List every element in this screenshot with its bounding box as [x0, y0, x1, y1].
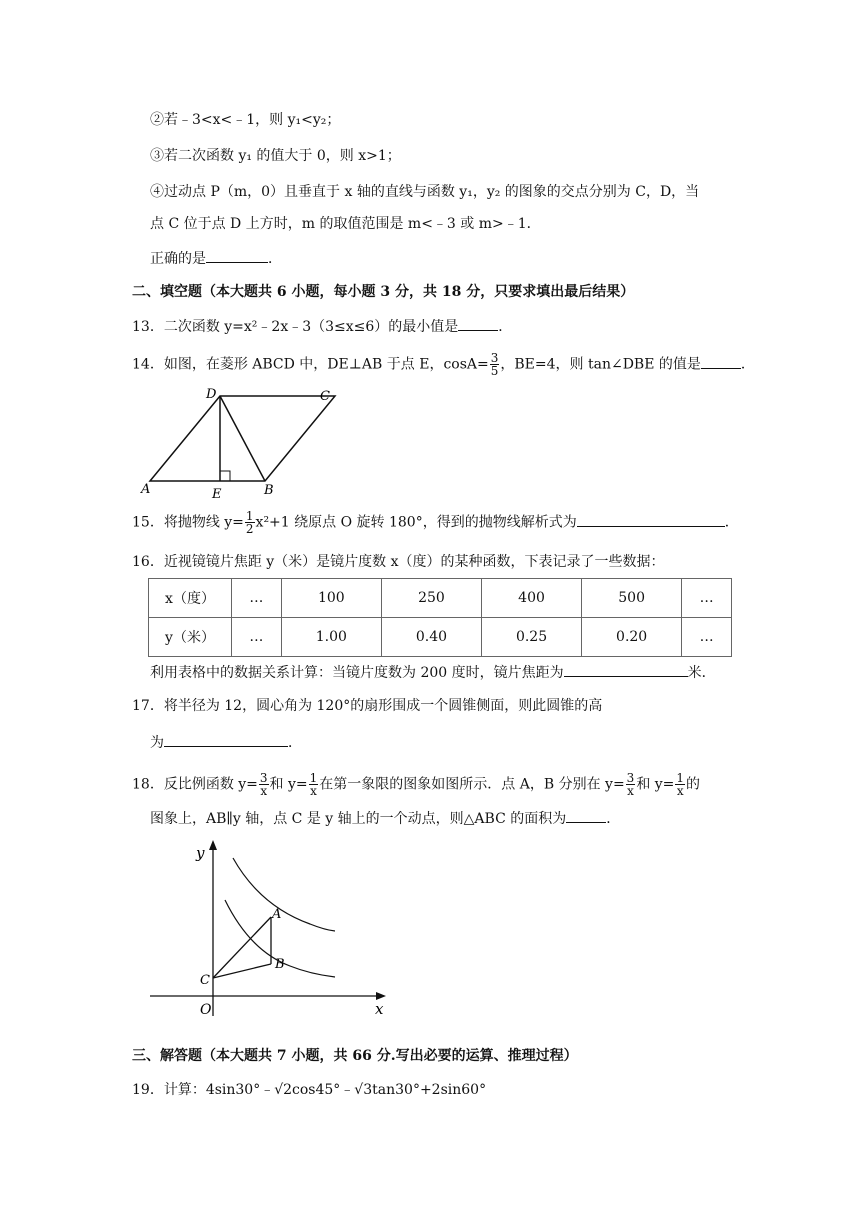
- label-x: x: [375, 1000, 384, 1018]
- right-angle-mark: [220, 471, 230, 481]
- question-16-prompt-text: 利用表格中的数据关系计算：当镜片度数为 200 度时，镜片焦距为: [150, 665, 564, 681]
- question-15-text-b: x²+1 绕原点 O 旋转 180°，得到的抛物线解析式为: [255, 514, 577, 531]
- question-17-end: ．: [288, 735, 302, 751]
- question-13-end: ．: [498, 319, 513, 335]
- fraction-denominator: x: [310, 784, 317, 798]
- question-19: 19．计算：4sin30°﹣√2cos45°﹣√3tan30°+2sin60°: [132, 1082, 487, 1098]
- table-cell: 400: [481, 579, 581, 618]
- fraction-denominator: x: [627, 784, 634, 798]
- question-17-line1: 17．将半径为 12，圆心角为 120°的扇形围成一个圆锥侧面，则此圆锥的高: [132, 698, 603, 714]
- answer-blank[interactable]: [206, 248, 268, 263]
- question-18-text: 图象上，AB∥y 轴，点 C 是 y 轴上的一个动点，则△ABC 的面积为: [150, 811, 567, 827]
- label-a: A: [141, 482, 151, 497]
- question-15-text-a: 15．将抛物线 y=: [132, 514, 244, 531]
- fraction-denominator: 5: [490, 364, 499, 378]
- fraction-denominator: x: [676, 784, 684, 798]
- question-15: [132, 510, 739, 535]
- table-cell: …: [232, 579, 282, 618]
- question-18-line1: [132, 772, 700, 797]
- rhombus-figure: [140, 384, 340, 502]
- cos-fraction: [490, 352, 500, 377]
- table-cell: y（米）: [149, 618, 232, 657]
- table-cell: 250: [381, 579, 481, 618]
- segment-ca: [213, 917, 271, 978]
- question-15-end: ．: [724, 514, 739, 531]
- fraction-numerator: 1: [309, 771, 318, 785]
- question-18-line2: [150, 808, 620, 829]
- table-cell: 1.00: [281, 618, 381, 657]
- question-16-blank[interactable]: [564, 662, 688, 677]
- fraction-numerator: 3: [490, 351, 499, 365]
- question-18-blank[interactable]: [566, 808, 606, 823]
- question-13-blank[interactable]: [458, 316, 498, 331]
- answer-prompt: [150, 248, 282, 269]
- table-cell: 500: [582, 579, 682, 618]
- table-cell: x（度）: [149, 579, 232, 618]
- label-b: B: [275, 957, 285, 972]
- statement-4-line1: ④过动点 P（m，0）且垂直于 x 轴的直线与函数 y₁，y₂ 的图象的交点分别为 C，D，当: [150, 184, 700, 200]
- section-3-heading: 三、解答题（本大题共 7 小题，共 66 分.写出必要的运算、推理过程）: [132, 1048, 578, 1064]
- table-cell: 100: [281, 579, 381, 618]
- label-c: C: [320, 389, 330, 404]
- y-axis-arrow: [209, 840, 217, 850]
- label-d: D: [206, 387, 217, 402]
- question-18-text: 在第一象限的图象如图所示．点 A，B 分别在 y=: [319, 776, 625, 793]
- question-16-prompt: [150, 662, 716, 683]
- fraction-denominator: 2: [245, 522, 254, 536]
- question-13: [132, 316, 512, 337]
- question-18-text: 18．反比例函数 y=: [132, 776, 258, 793]
- question-13-text: 13．二次函数 y=x²﹣2x﹣3（3≤x≤6）的最小值是: [132, 319, 459, 335]
- question-14-text-a: 14．如图，在菱形 ABCD 中，DE⊥AB 于点 E，cosA=: [132, 356, 489, 373]
- table-cell: 0.25: [481, 618, 581, 657]
- label-b: B: [264, 483, 274, 498]
- fraction-numerator: 3: [259, 771, 268, 785]
- question-14-end: ．: [740, 356, 755, 373]
- x-axis-arrow: [376, 992, 386, 1000]
- label-e: E: [212, 487, 222, 502]
- label-o: O: [200, 1002, 212, 1018]
- fraction-numerator: 1: [676, 771, 685, 785]
- question-18-text: 和 y=: [636, 776, 675, 793]
- segment-db: [220, 396, 265, 481]
- fraction-numerator: 3: [626, 771, 635, 785]
- table-cell: …: [682, 618, 732, 657]
- hyperbola-figure: [150, 836, 390, 1026]
- question-17-text: 为: [150, 735, 164, 751]
- question-14-blank[interactable]: [701, 354, 741, 369]
- statement-4-line2: 点 C 位于点 D 上方时，m 的取值范围是 m<﹣3 或 m>﹣1．: [150, 216, 541, 232]
- question-17-blank[interactable]: [164, 732, 288, 747]
- question-16: 16．近视镜镜片焦距 y（米）是镜片度数 x（度）的某种函数，下表记录了一些数据：: [132, 554, 665, 570]
- segment-cb: [213, 964, 271, 978]
- table-cell: 0.20: [582, 618, 682, 657]
- fraction-denominator: x: [260, 784, 268, 798]
- table-cell: …: [682, 579, 732, 618]
- fraction-numerator: 1: [245, 509, 254, 523]
- label-c: C: [200, 973, 210, 988]
- answer-prompt-text: 正确的是: [150, 251, 206, 267]
- question-16-unit: 米．: [687, 665, 716, 681]
- question-14: [132, 352, 755, 377]
- statement-2: ②若﹣3<x<﹣1，则 y₁<y₂；: [150, 112, 341, 128]
- fraction-3-over-x: [259, 772, 269, 797]
- curve-3-over-x: [233, 858, 335, 931]
- answer-prompt-end: ．: [268, 251, 282, 267]
- label-a: A: [272, 907, 282, 922]
- lens-data-table: [148, 578, 732, 657]
- half-fraction: [245, 510, 255, 535]
- question-14-text-b: ，BE=4，则 tan∠DBE 的值是: [500, 356, 701, 373]
- statement-3: ③若二次函数 y₁ 的值大于 0，则 x>1；: [150, 148, 401, 164]
- question-18-text: 和 y=: [269, 776, 308, 793]
- fraction-3-over-x: [626, 772, 636, 797]
- label-y: y: [196, 844, 205, 862]
- question-15-blank[interactable]: [577, 512, 725, 527]
- table-row: [149, 579, 732, 618]
- question-17-line2: [150, 732, 302, 753]
- table-cell: …: [232, 618, 282, 657]
- fraction-1-over-x: [309, 772, 319, 797]
- question-18-text: 的: [686, 776, 701, 793]
- question-18-end: ．: [606, 811, 621, 827]
- table-cell: 0.40: [381, 618, 481, 657]
- fraction-1-over-x: [675, 772, 685, 797]
- section-2-heading: 二、填空题（本大题共 6 小题，每小题 3 分，共 18 分，只要求填出最后结果）: [132, 284, 635, 300]
- table-row: [149, 618, 732, 657]
